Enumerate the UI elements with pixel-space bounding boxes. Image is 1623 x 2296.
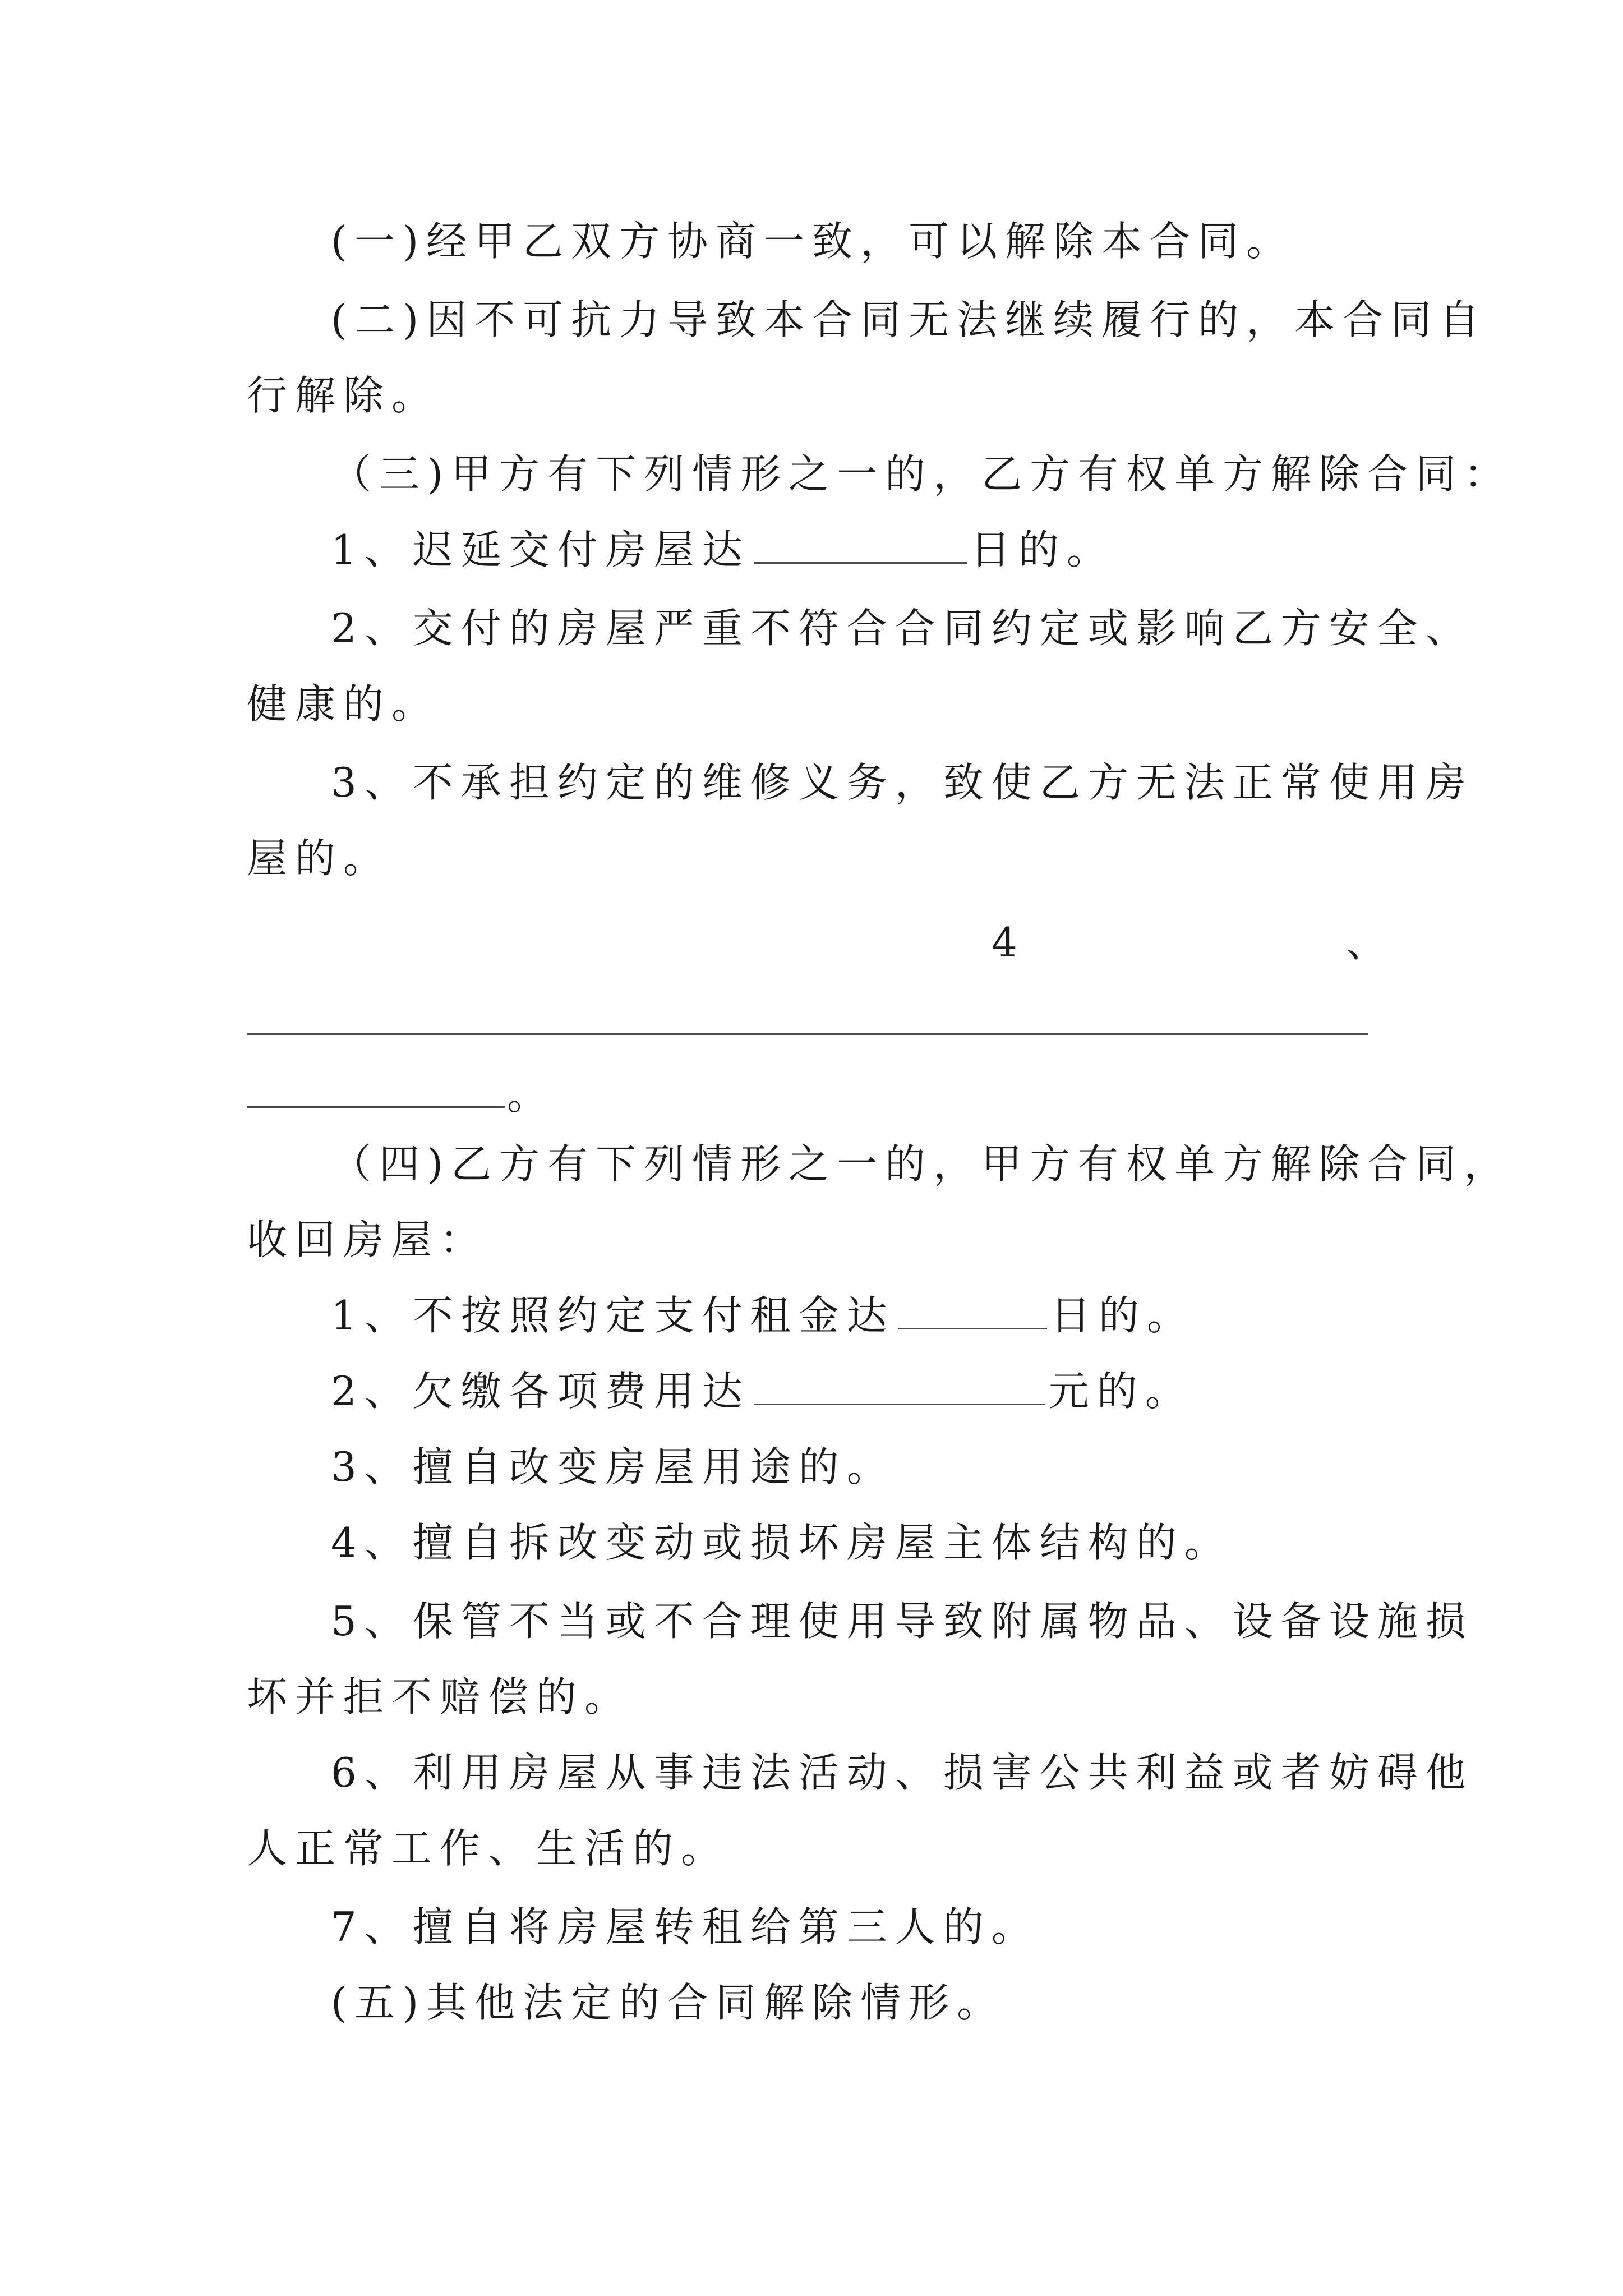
fill-blank[interactable] — [754, 522, 967, 564]
fill-blank-short[interactable] — [247, 1106, 505, 1108]
clause-4-item-1 — [331, 1287, 1380, 1343]
clause-4-item-2 — [331, 1363, 1380, 1419]
clause-2-line1: (二)因不可抗力导致本合同无法继续履行的，本合同自 — [331, 296, 1488, 343]
clause-3-item-3-line1: 3、不承担约定的维修义务，致使乙方无法正常使用房 — [331, 759, 1474, 806]
clause-4-heading-line2: 收回房屋： — [247, 1216, 488, 1263]
clause-3-item-2-line2: 健康的。 — [247, 680, 440, 728]
clause-3-item-1 — [331, 522, 1380, 578]
item-text: 1、不按照约定支付租金达 — [331, 1292, 895, 1339]
clause-4-item-4: 4、擅自拆改变动或损坏房屋主体结构的。 — [331, 1519, 1233, 1566]
fill-blank-long[interactable] — [247, 1033, 1368, 1035]
clause-4-item-3: 3、擅自改变房屋用途的。 — [331, 1443, 895, 1490]
clause-3-heading: （三)甲方有下列情形之一的，乙方有权单方解除合同： — [331, 450, 1513, 498]
clause-4-heading-line1: （四)乙方有下列情形之一的，甲方有权单方解除合同， — [331, 1140, 1513, 1188]
clause-4-item-5-line2: 坏并拒不赔偿的。 — [247, 1673, 633, 1720]
clause-5: (五)其他法定的合同解除情形。 — [331, 1979, 1006, 2026]
item-text: 元的。 — [1048, 1368, 1193, 1415]
item-text: 日的。 — [1050, 1292, 1195, 1339]
clause-4-item-6-line2: 人正常工作、生活的。 — [247, 1825, 730, 1872]
clause-3-item-3-line2: 屋的。 — [247, 835, 392, 882]
clause-4-item-7: 7、擅自将房屋转租给第三人的。 — [331, 1903, 1040, 1950]
clause-4-item-6-line1: 6、利用房屋从事违法活动、损害公共利益或者妨碍他 — [331, 1749, 1474, 1796]
clause-1: (一)经甲乙双方协商一致，可以解除本合同。 — [331, 218, 1295, 265]
item-text: 1、迟延交付房屋达 — [331, 526, 750, 573]
item-text: 2、欠缴各项费用达 — [331, 1368, 750, 1415]
fill-blank[interactable] — [898, 1287, 1047, 1329]
clause-3-item-4-end: 。 — [507, 1071, 548, 1119]
item-text: 日的。 — [970, 526, 1115, 573]
fill-blank[interactable] — [754, 1363, 1045, 1405]
clause-3-item-4-number: 4 — [992, 919, 1017, 966]
clause-3-item-4-mark: 、 — [1346, 919, 1387, 966]
clause-3-item-2-line1: 2、交付的房屋严重不符合合同约定或影响乙方安全、 — [331, 605, 1474, 652]
clause-2-line2: 行解除。 — [247, 372, 440, 419]
clause-4-item-5-line1: 5、保管不当或不合理使用导致附属物品、设备设施损 — [331, 1598, 1474, 1645]
